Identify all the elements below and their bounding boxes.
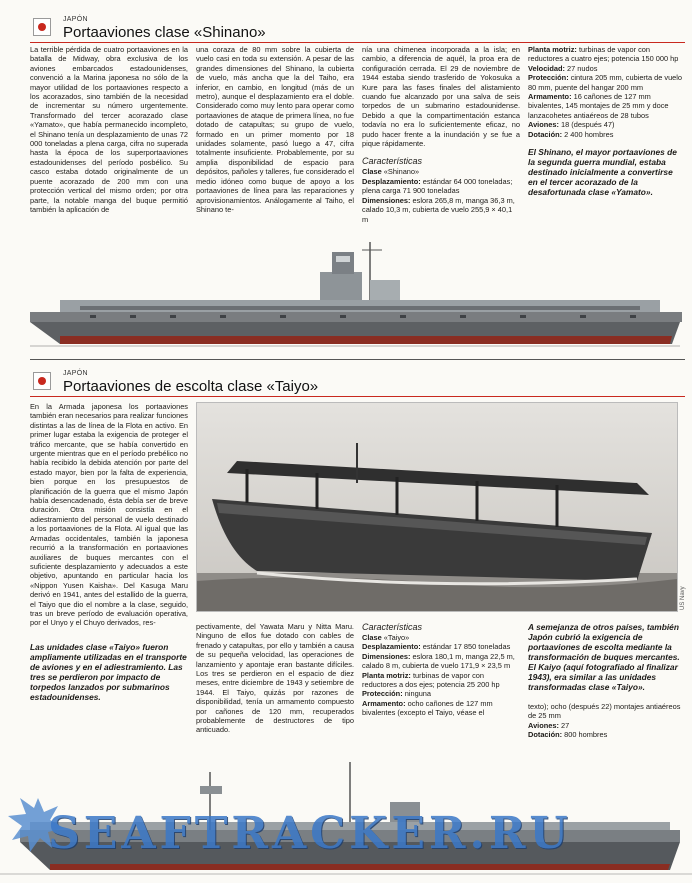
photo-credit: US Navy (680, 586, 686, 610)
text-paragraph: nía una chimenea incorporada a la isla; en cambio, a diferencia de aquél, la proa era de configuración cerrada. El 29 de noviembre de 1944 estaba siendo trasferido de Yokosuka a Kure para las fases finales del alistamiento cuando fue alcanzado por una salva de seis torpedos de un submarino estadounidense. Debido a que la compartimentación estanca todavía no era lo suficientemente eficaz, no pudo hacer frente a la inundación y se fue a pique rápidamente. (362, 45, 520, 149)
spec-item (362, 652, 520, 671)
text-column-4 (528, 45, 683, 197)
section-title: Portaaviones de escolta clase «Taiyo» (63, 378, 319, 395)
spec-label: Protección: (528, 73, 569, 83)
photo-caption-right: A semejanza de otros países, también Japón cubrió la exigencia de portaaviones de escolta mediante la transformación de buques mercantes. El Kaiyo (aquí fotografiado al finalizar 1943), era similar a las unidades transformadas clase «Taiyo». (528, 622, 680, 692)
spec-label: Clase (362, 167, 382, 177)
spec-label: Dimensiones: (362, 195, 411, 205)
spec-item (362, 689, 520, 698)
text-column-2: una coraza de 80 mm sobre la cubierta de vuelo casi en toda su extensión. A pesar de las grandes dimensiones del Shinano, la cubierta de vuelo, más ancha que la del Taiho, era inferior, en cambio, en longitud (más de un metro), aunque el desplazamiento era el doble. Considerado como muy lento para operar como portaaviones de ataque de primera línea, no fue dotado de catapultas; su grupo de vuelo, formado en un primer momento por 18 unidades solamente, pasó luego a 47, cifra totalmente insuficiente. Probablemente, por su amplia disponibilidad de espacio para depósitos, pañoles y talleres, fue considerado el medio idóneo como buque de apoyo a los portaaviones de línea para las reparaciones y aprovisionamientos. Análogamente al Taiho, el Shinano te- (196, 45, 354, 214)
spec-value: «Shinano» (383, 167, 420, 177)
spec-label: Dotación: (528, 129, 563, 139)
spec-value: 800 hombres (564, 730, 608, 740)
japan-flag-icon (33, 372, 51, 390)
section-country: JAPÓN (63, 370, 88, 377)
spec-item (362, 699, 520, 718)
title-rule (30, 42, 685, 43)
spec-value: estándar 17 850 toneladas (422, 642, 511, 652)
kaiyo-photograph (196, 402, 678, 612)
text-column-1 (30, 402, 188, 702)
spec-item (362, 196, 520, 224)
spec-label: Desplazamiento: (362, 642, 421, 652)
specs-heading: Características (362, 156, 423, 167)
section-divider (30, 359, 685, 360)
spec-item (528, 702, 683, 721)
spec-item (528, 92, 683, 120)
spec-item (528, 120, 683, 129)
spec-label: Armamento: (362, 698, 406, 708)
section-country: JAPÓN (63, 16, 88, 23)
spec-value: 27 (561, 720, 570, 730)
spec-value: 18 (después 47) (561, 120, 615, 130)
spec-value: eslora 265,8 m, manga 36,3 m, calado 10,3 m, cubierta de vuelo 255,9 × 40,1 m (362, 195, 515, 224)
spec-item (528, 73, 683, 92)
spec-value: texto); ocho (después 22) montajes antiaéreos de 25 mm (528, 702, 681, 721)
section-title: Portaaviones clase «Shinano» (63, 24, 266, 41)
spec-label: Dimensiones: (362, 651, 411, 661)
spec-value: 27 nudos (567, 63, 598, 73)
shinano-profile-illustration (20, 240, 688, 352)
specs-list (528, 45, 683, 139)
specs-list (362, 167, 520, 223)
spec-label: Planta motriz: (528, 45, 577, 54)
spec-value: eslora 180,1 m, manga 22,5 m, calado 8 m, cubierta de vuelo 171,9 × 23,5 m (362, 651, 515, 671)
spec-label: Aviones: (528, 120, 559, 130)
specs-list (528, 702, 683, 740)
spec-item (528, 730, 683, 739)
spec-label: Aviones: (528, 720, 559, 730)
spec-item (362, 642, 520, 651)
spec-item (362, 167, 520, 176)
specs-heading: Características (362, 622, 423, 632)
title-rule (30, 396, 685, 397)
spec-label: Clase (362, 633, 382, 642)
text-column-2: pectivamente, del Yawata Maru y Nitta Maru. Ninguno de ellos fue dotado con cables de frenado y catapultas, por ello y también a causa de su pequeña velocidad, las operaciones de lanzamiento y apontaje eran bastante difíciles. Los tres se perdieron en el espacio de diez meses, entre diciembre de 1943 y setiembre de 1944. El Taiyo, quizás por razones de disponibilidad, tenía un armamento compuesto por cañones de 120 mm, recuperados probablemente de destructores de tipo anticuado. (196, 622, 354, 735)
text-paragraph: En la Armada japonesa los portaaviones también eran necesarios para realizar funciones distintas a las de línea de la Flota en activo. En primer lugar estaba la exigencia de proteger el tráfico mercante, que se había convertido en urgente mientras que en el período prebélico no había recibido la debida atención por parte del estado mayor, bien por la falta de experiencia, bien porque en los presupuestos de planificación de la guerra que el mismo Japón había desencadenado, ésta debía ser de breve duración. Otra misión consistía en el adiestramiento del personal de vuelo destinado a los portaaviones de la Flota. Al igual que las Armadas occidentales, también la japonesa recurrió a la transformación en portaaviones auxiliares de buques mercantes con el suficiente desplazamiento y adecuados a este objetivo, apuntando en particular hacia los «Nippon Yusen Kaisha». Del Kasuga Maru derivó en 1941, antes del estallido de la guerra, el Taiyo que dio el nombre a la clase, seguido, tras un breve período de evaluación operativa, por el Unyo y el Chuyo derivados, res- (30, 402, 188, 628)
spec-label: Armamento: (528, 92, 572, 102)
spec-item (528, 130, 683, 139)
text-column-3 (362, 622, 520, 718)
watermark: SEAFTRACKER.RU (48, 808, 572, 859)
spec-value: 16 cañones de 127 mm bivalentes, 145 montajes de 25 mm y doce lanzacohetes antiaéreos de 28 tubos (528, 92, 669, 120)
ship-caption: El Shinano, el mayor portaaviones de la segunda guerra mundial, estaba destinado inicialmente a convertirse en el tercer acorazado de la desafortunada clase «Yamato». (528, 147, 677, 198)
spec-label: Dotación: (528, 730, 563, 740)
text-column-1: La terrible pérdida de cuatro portaaviones en la batalla de Midway, obra exclusiva de los aviones embarcados estadounidenses, convenció a la Marina japonesa no sólo de la mayor utilidad de los portaaviones respecto a los acorazados, sino también de la necesidad de incrementar su número urgentemente. Transformado del tercer acorazado clase «Yamato», que había permanecido incompleto, el Shinano tenía un desplazamiento de unas 72 000 toneladas a plena carga, cifra no superada hasta la época de los superportaaviones estadounidenses del período posbélico. Su casco estaba dotado originalmente de un puente acorazado de 200 mm con una protección vertical del mismo orden; por otra parte, la notable manga del buque permitió también la aplicación de (30, 45, 188, 214)
spec-value: ninguna (404, 689, 432, 699)
spec-item (362, 671, 520, 690)
photo-caption-left: Las unidades clase «Taiyo» fueron ampliamente utilizadas en el transporte de aviones y en el adiestramiento. Las tres se perdieron por impacto de torpedos lanzados por submarinos estadounidenses. (30, 641, 187, 702)
spec-label: Desplazamiento: (362, 176, 421, 186)
spec-label: Protección: (362, 689, 403, 699)
spec-value: turbinas de vapor con reductores a cuatro ejes; potencia 150 000 hp (528, 45, 679, 64)
spec-item (528, 721, 683, 730)
specs-list (362, 633, 520, 718)
japan-flag-icon (33, 18, 51, 36)
spec-value: «Taiyo» (383, 633, 410, 642)
spec-label: Planta motriz: (362, 670, 411, 680)
spec-item (362, 177, 520, 196)
spec-label: Velocidad: (528, 63, 565, 73)
spec-item (362, 633, 520, 642)
spec-item (528, 64, 683, 73)
spec-value: cintura 205 mm, cubierta de vuelo 80 mm, puente del hangar 200 mm (528, 73, 683, 92)
text-column-4 (528, 622, 683, 740)
spec-item (528, 45, 683, 64)
spec-value: estándar 64 000 toneladas; plena carga 71 900 toneladas (362, 176, 513, 196)
spec-value: 2 400 hombres (564, 129, 614, 139)
text-column-3 (362, 45, 520, 224)
spec-value: turbinas de vapor con reductores a dos ejes; potencia 25 200 hp (362, 670, 500, 690)
spec-value: ocho cañones de 127 mm bivalentes (excepto el Taiyo, véase el (362, 698, 493, 718)
